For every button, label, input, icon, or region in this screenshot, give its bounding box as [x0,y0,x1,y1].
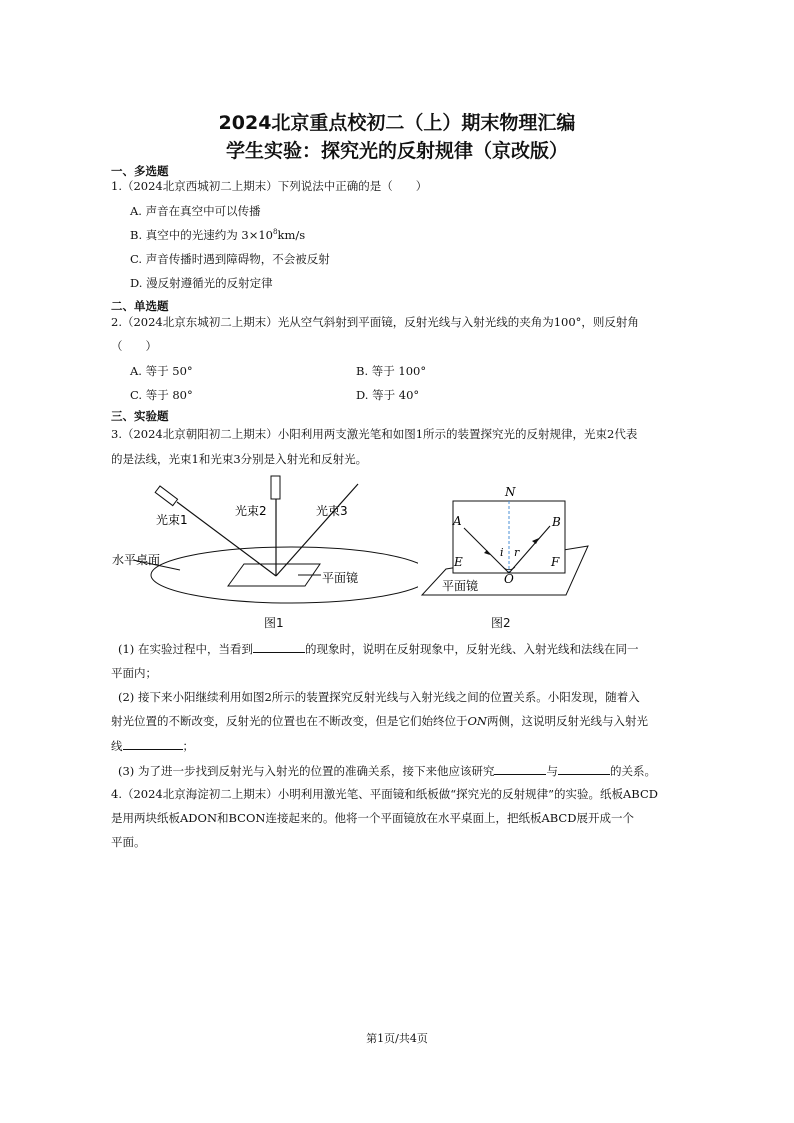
section-heading-experiment: 三、实验题 [111,409,169,423]
figure-2-caption: 图2 [491,616,511,630]
page-footer: 第1页/共4页 [366,1032,428,1045]
laser-pen-1 [155,486,177,506]
answer-blank-4 [558,762,610,775]
beam-1-label: 光束1 [156,513,188,527]
beam-3-label: 光束3 [316,504,348,518]
question-2-stem-line1: 2.（2024北京东城初二上期末）光从空气斜射到平面镜，反射光线与入射光线的夹角为100°，则反射角 [111,315,639,329]
question-4-line3: 平面。 [111,835,146,849]
laser-pen-2 [271,476,280,499]
label-i: i [500,546,504,559]
question-4-line1: 4.（2024北京海淀初二上期末）小明利用激光笔、平面镜和纸板做“探究光的反射规律”的实验。纸板ABCD [111,787,658,801]
question-2-option-b: B. 等于 100° [356,364,427,378]
label-b: B [552,515,561,529]
label-o: O [504,572,514,586]
figure-1-diagram [108,472,418,632]
question-3-part-2-line2: 射光位置的不断改变，反射光的位置也在不断改变，但是它们始终位于ON两侧，这说明反射光线与入射光 [111,714,648,728]
question-1-option-a: A. 声音在真空中可以传播 [130,204,261,218]
question-2-stem-line2: （ ） [111,339,157,353]
beam-3-line [276,484,358,576]
label-r: r [514,546,520,559]
question-1-stem: 1.（2024北京西城初二上期末）下列说法中正确的是（ ） [111,179,428,193]
desk-ellipse [151,547,418,603]
question-1-option-b: B. 真空中的光速约为 $3\times 10^8km/s$ [130,228,306,242]
question-3-part-3: (3) 为了进一步找到反射光与入射光的位置的准确关系，接下来他应该研究 与 的关系。 [118,764,656,778]
figure-2-diagram [418,480,598,604]
question-4-line2: 是用两块纸板ADON和BCON连接起来的。他将一个平面镜放在水平桌面上，把纸板ABCD展开成一个 [111,811,634,825]
page-title: 2024北京重点校初二（上）期末物理汇编 [218,112,576,134]
question-3-stem-line1: 3.（2024北京朝阳初二上期末）小阳利用两支激光笔和如图1所示的装置探究光的反射规律，光束2代表 [111,427,638,441]
question-3-part-2-line1: (2) 接下来小阳继续利用如图2所示的装置探究反射光线与入射光线之间的位置关系。小阳发现，随着入 [118,690,640,704]
label-e: E [454,555,463,569]
question-3-stem-line2: 的是法线，光束1和光束3分别是入射光和反射光。 [111,452,368,466]
mirror-label: 平面镜 [442,579,479,593]
label-n: N [505,485,516,499]
label-f: F [551,555,560,569]
question-2-option-d: D. 等于 40° [356,388,420,402]
label-a: A [453,514,462,528]
section-heading-multiple-choice: 一、多选题 [111,164,169,178]
answer-blank-2 [123,737,183,750]
question-1-option-c: C. 声音传播时遇到障碍物，不会被反射 [130,252,330,266]
question-2-option-c: C. 等于 80° [130,388,193,402]
mirror-label: 平面镜 [322,571,359,585]
question-2-option-a: A. 等于 50° [130,364,193,378]
answer-blank-1 [253,640,305,653]
beam-2-label: 光束2 [235,504,267,518]
figure-1-caption: 图1 [264,616,284,630]
question-3-part-1-line1: (1) 在实验过程中，当看到 的现象时，说明在反射现象中，反射光线、入射光线和法线在同一 [118,642,639,656]
section-heading-single-choice: 二、单选题 [111,299,169,313]
desk-label: 水平桌面 [112,553,161,567]
question-1-option-d: D. 漫反射遵循光的反射定律 [130,276,273,290]
question-3-part-2-line3: 线 ； [111,739,194,753]
answer-blank-3 [494,762,546,775]
page-subtitle: 学生实验：探究光的反射规律（京改版） [225,140,568,162]
question-3-part-1-line2: 平面内； [111,666,157,680]
